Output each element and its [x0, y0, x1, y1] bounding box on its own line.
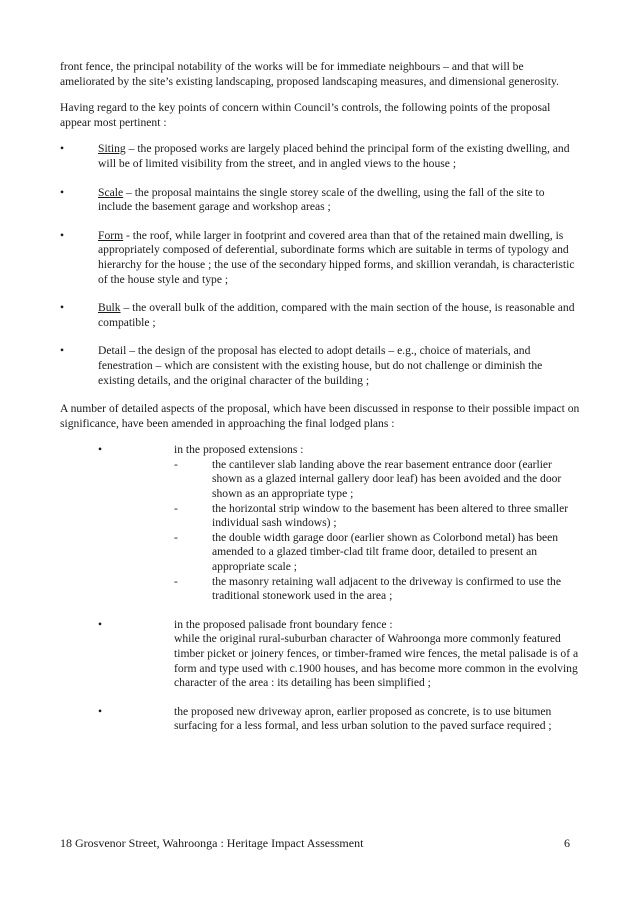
- page-footer: [60, 836, 570, 851]
- intro-paragraph: front fence, the principal notability of the works will be for immediate neighbours – and that will be ameliorated by the site’s existing landscaping, proposed landscaping measures, and dimensional generosity.: [60, 60, 559, 88]
- dash-icon: -: [174, 501, 178, 515]
- point-text: – the overall bulk of the addition, compared with the main section of the house, is reasonable and compatible ;: [98, 301, 575, 329]
- page-number: 6: [564, 836, 570, 850]
- list-item-driveway: [98, 704, 580, 734]
- point-text: – the proposed works are largely placed behind the principal form of the existing dwelling, and will be of limited visibility from the street, and in angled views to the house ;: [98, 142, 570, 170]
- term-bulk: Bulk: [98, 301, 121, 315]
- amendments-list: [98, 443, 580, 734]
- dash-icon: -: [174, 457, 178, 471]
- bullet-icon: •: [60, 185, 65, 199]
- bullet-icon: •: [60, 142, 65, 156]
- bullet-icon: •: [60, 301, 65, 315]
- list-item-bulk: [60, 301, 580, 330]
- fence-text: while the original rural-suburban character of Wahroonga more commonly featured timber picket or joinery fences, or timber-framed wire fences, the metal palisade is of a form and type used with c.1900 houses, and has become more common in the evolving character of the area : its detailing has been simplified ;: [174, 632, 579, 690]
- sublist-item: - the horizontal strip window to the basement has been altered to three smaller individual sash windows) ;: [174, 501, 569, 530]
- term-siting: Siting: [98, 142, 126, 156]
- bullet-icon: •: [98, 704, 103, 718]
- document-body: [60, 60, 580, 748]
- sublist-item: - the masonry retaining wall adjacent to the driveway is confirmed to use the traditional stonework used in the area ;: [174, 574, 561, 603]
- list-item-siting: [60, 142, 580, 171]
- bullet-icon: •: [60, 228, 65, 242]
- bullet-icon: •: [98, 617, 103, 631]
- point-text: – the proposal maintains the single storey scale of the dwelling, using the fall of the site to include the basement garage and workshop areas ;: [98, 185, 545, 214]
- pertinent-points-list: [60, 142, 580, 388]
- bullet-icon: •: [98, 443, 103, 457]
- fence-heading: in the proposed palisade front boundary fence :: [174, 617, 393, 631]
- amendments-intro: A number of detailed aspects of the proposal, which have been discussed in response to their possible impact on significance, have been amended in approaching the final lodged plans :: [60, 402, 580, 430]
- term-form: Form: [98, 228, 124, 242]
- sublist-item: - the cantilever slab landing above the rear basement entrance door (earlier shown as a glazed internal gallery door leaf) has been avoided and the door shown as an appropriate type ;: [174, 457, 562, 501]
- point-text: Detail – the design of the proposal has elected to adopt details – e.g., choice of materials, and fenestration – which are consistent with the existing house, but do not challenge or diminish the existing details, and the original character of the building ;: [98, 344, 543, 387]
- point-text: - the roof, while larger in footprint and covered area than that of the retained main dwelling, is appropriately composed of deferential, subordinate forms which are suitable in terms of typology and hierarchy for the house ; the use of the secondary hipped forms, and skillion verandah, is characteristic of the house style and type ;: [98, 228, 575, 286]
- pertinent-points-intro: Having regard to the key points of concern within Council’s controls, the following points of the proposal appear most pertinent :: [60, 101, 551, 129]
- bullet-icon: •: [60, 344, 65, 358]
- dash-icon: -: [174, 530, 178, 544]
- dash-icon: -: [174, 574, 178, 588]
- list-item-extensions: [98, 443, 580, 604]
- list-item-detail: [60, 344, 580, 388]
- extensions-sublist: [174, 458, 580, 604]
- driveway-text: the proposed new driveway apron, earlier proposed as concrete, is to use bitumen surfacing for a less formal, and less urban solution to the paved surface required ;: [174, 704, 552, 733]
- sublist-item: - the double width garage door (earlier shown as Colorbond metal) has been amended to a glazed timber-clad tilt frame door, detailed to present an appropriate scale ;: [174, 530, 559, 574]
- list-item-fence: [98, 617, 580, 691]
- term-scale: Scale: [98, 185, 124, 199]
- list-item-scale: [60, 186, 580, 215]
- footer-title: 18 Grosvenor Street, Wahroonga : Heritage Impact Assessment: [60, 836, 364, 850]
- list-item-form: [60, 229, 580, 287]
- extensions-heading: in the proposed extensions :: [174, 443, 304, 457]
